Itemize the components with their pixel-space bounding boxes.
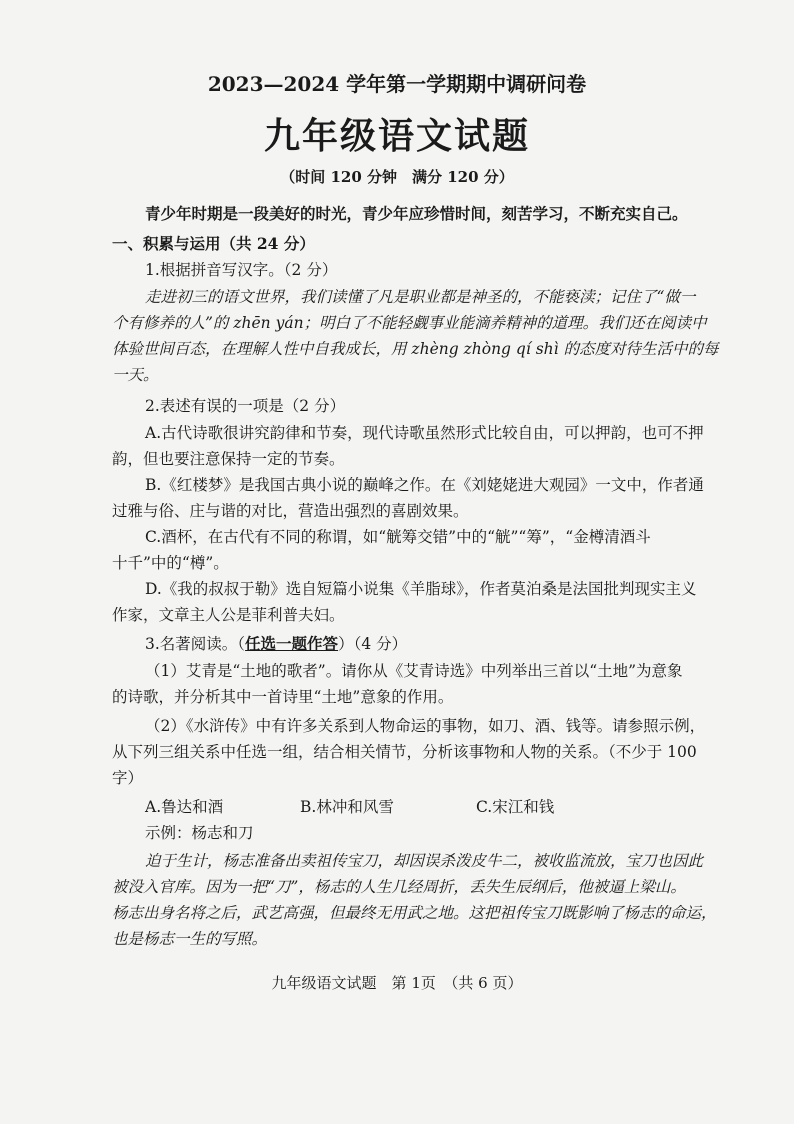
q3-part2: 字） bbox=[112, 769, 144, 787]
q2-label: 2.表述有误的一项是（2 分） bbox=[145, 397, 346, 415]
q1-label: 1.根据拼音写汉字。（2 分） bbox=[145, 261, 338, 279]
example-line: 杨志出身名将之后，武艺高强，但最终无用武之地。这把祖传宝刀既影响了杨志的命运， bbox=[112, 904, 717, 922]
q2-option-c: 十千”中的“樽”。 bbox=[112, 554, 229, 572]
q3-label-suffix: ）（4 分） bbox=[338, 635, 408, 653]
section-heading: 一、积累与运用（共 24 分） bbox=[112, 234, 315, 253]
q3-part2: （2）《水浒传》中有许多关系到人物命运的事物，如刀、酒、钱等。请参照示例， bbox=[145, 717, 706, 735]
q3-label-underlined: 任选一题作答 bbox=[245, 634, 339, 653]
q1-line: 个有修养的人”的 zhēn yán；明白了不能轻觑事业能滴养精神的道理。我们还在阅读中 bbox=[112, 314, 707, 332]
q1-line: 体验世间百态，在理解人性中自我成长，用 zhèng zhòng qí shì 的态度对待生活中的每 bbox=[112, 340, 719, 358]
q3-part1: （1）艾青是“土地的歌者”。请你从《艾青诗选》中列举出三首以“土地”为意象 bbox=[145, 662, 683, 680]
page-footer: 九年级语文试题 第 1页 （共 6 页） bbox=[271, 974, 523, 992]
example-label: 示例：杨志和刀 bbox=[145, 824, 254, 842]
q3-label bbox=[145, 634, 407, 654]
q2-option-b: 过雅与俗、庄与谐的对比，营造出强烈的喜剧效果。 bbox=[112, 502, 469, 520]
q2-option-d: 作家，文章主人公是菲利普夫妇。 bbox=[112, 606, 345, 624]
q3-option-a: A.鲁达和酒 bbox=[145, 798, 224, 816]
example-line: 也是杨志一生的写照。 bbox=[112, 930, 268, 948]
q3-option-b: B.林冲和风雪 bbox=[300, 798, 394, 816]
q3-option-c: C.宋江和钱 bbox=[476, 798, 555, 816]
exam-title: 2023—2024 学年第一学期期中调研问卷 bbox=[207, 72, 587, 96]
subject-title: 九年级语文试题 bbox=[263, 115, 530, 157]
q2-option-a: 韵，但也要注意保持一定的节奏。 bbox=[112, 450, 345, 468]
q2-option-d: D.《我的叔叔于勒》选自短篇小说集《羊脂球》，作者莫泊桑是法国批判现实主义 bbox=[145, 580, 697, 598]
q3-part2: 从下列三组关系中任选一组，结合相关情节，分析该事物和人物的关系。（不少于 100 bbox=[112, 743, 697, 761]
motto: 青少年时期是一段美好的时光，青少年应珍惜时间，刻苦学习，不断充实自己。 bbox=[145, 204, 688, 223]
q1-line: 一天。 bbox=[112, 366, 159, 384]
q3-label-prefix: 3.名著阅读。（ bbox=[145, 635, 246, 653]
example-line: 被没入官库。因为一把“刀”，杨志的人生几经周折，丢失生辰纲后，他被逼上梁山。 bbox=[112, 878, 686, 896]
time-info: （时间 120 分钟 满分 120 分） bbox=[280, 168, 514, 186]
q2-option-b: B.《红楼梦》是我国古典小说的巅峰之作。在《刘姥姥进大观园》一文中，作者通 bbox=[145, 476, 704, 494]
q2-option-a: A.古代诗歌很讲究韵律和节奏，现代诗歌虽然形式比较自由，可以押韵，也可不押 bbox=[145, 424, 704, 442]
q3-part1: 的诗歌，并分析其中一首诗里“土地”意象的作用。 bbox=[112, 688, 454, 706]
q2-option-c: C.酒杯，在古代有不同的称谓，如“觥筹交错”中的“觥”“筹”，“金樽清酒斗 bbox=[145, 528, 651, 546]
q1-line: 走进初三的语文世界，我们读懂了凡是职业都是神圣的，不能亵渎；记住了“做一 bbox=[145, 288, 696, 306]
example-line: 迫于生计，杨志准备出卖祖传宝刀，却因误杀泼皮牛二，被收监流放，宝刀也因此 bbox=[145, 852, 704, 870]
